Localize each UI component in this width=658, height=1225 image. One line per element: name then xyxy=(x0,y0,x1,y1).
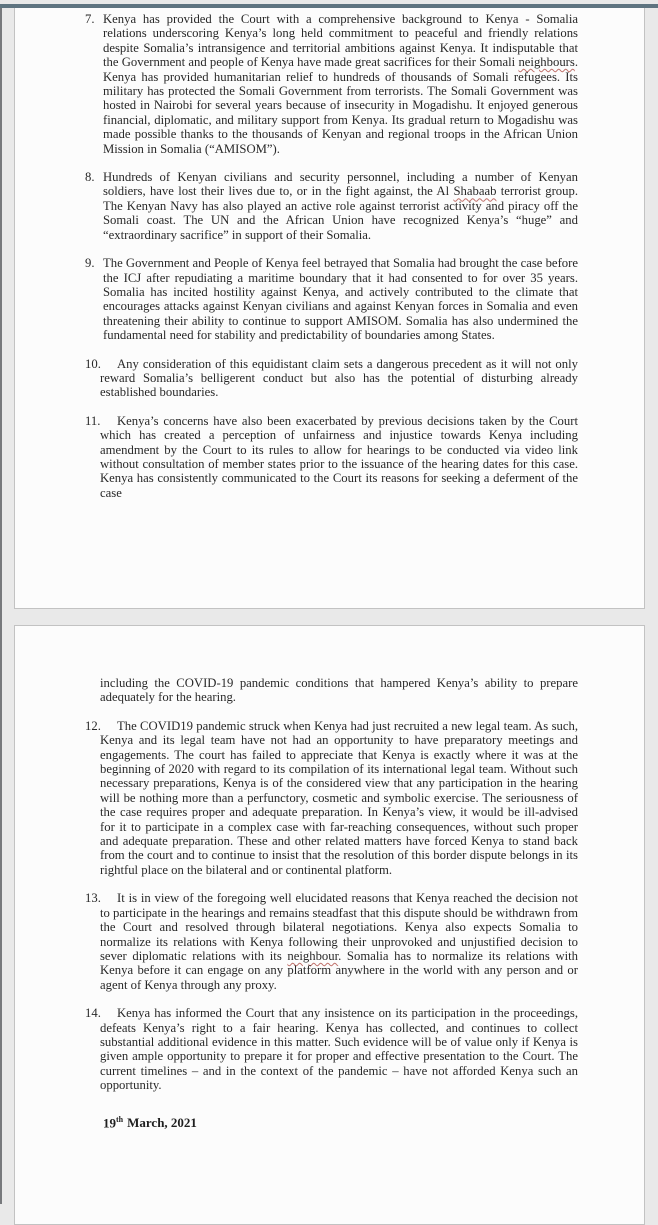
paragraph-number: 8. xyxy=(85,170,95,185)
text-segment: Hundreds of Kenyan civilians and security personnel, including a number of Kenyan soldiers, have lost their lives due to, or in the fight against, the Al xyxy=(103,170,578,199)
text-segment: . Somalia has to normalize its relations with Kenya before it can engage on any platform anywhere in the world with any person and or agent of Kenya through any proxy. xyxy=(100,948,578,992)
text-segment: Kenya has informed the Court that any insistence on its participation in the proceedings, defeats Kenya’s right to a fair hearing. Kenya has collected, and continues to collect substantial additional evidence in this matter. Such evidence will be of value only if Kenya is given ample opportunity to prepare it for proper and effective presentation to the Court. The current timelines – and in the context of the pandemic – have not afforded Kenya such an opportunity. xyxy=(100,1006,578,1093)
paragraph-number: 13. xyxy=(85,891,101,906)
left-edge-strip xyxy=(0,4,2,1204)
text-segment: Kenya’s concerns have also been exacerbated by previous decisions taken by the Court which has created a perception of unfairness and injustice towards Kenya including amendment by the Court to its rules to allow for hearings to be conducted via video link without consultation of member states prior to the issuance of the hearing dates for this case. Kenya has consistently communicated to the Court its reasons for seeking a deferment of the case xyxy=(100,413,578,500)
text-segment: The COVID19 pandemic struck when Kenya had just recruited a new legal team. As such, Kenya and its legal team have not had an opportunity to have preparatory meetings and engagements. The court has failed to appreciate that Kenya is exactly where it was at the beginning of 2020 with regard to its compilation of its international legal team. Without such necessary preparations, Kenya is of the considered view that any participation in the hearing will be nothing more than a perfunctory, cosmetic and symbolic exercise. The seriousness of the case requires proper and adequate preparation. In Kenya’s view, it would be ill-advised for it to participate in a complex case with far-reaching consequences, without such proper and adequate preparation. These and other related matters have forced Kenya to stand back from the court and to continue to insist that the resolution of this border dispute belongs in its rightful place on the bilateral and or continental platform. xyxy=(100,718,578,877)
date-day: 19 xyxy=(103,1114,116,1130)
paragraph-number: 12. xyxy=(85,718,101,733)
date-ordinal: th xyxy=(116,1114,124,1124)
paragraph-number: 14. xyxy=(85,1006,101,1021)
text-segment: Kenya has provided the Court with a comprehensive background to Kenya - Somalia relations underscoring Kenya’s long held commitment to peaceful and friendly relations despite Somalia’s intransigence and territorial ambitions against Kenya. It indisputable that the Government and people of Kenya have made great sacrifices for their Somali xyxy=(103,12,578,70)
date-rest: March, 2021 xyxy=(127,1114,197,1130)
misspelled-word: neighbours xyxy=(518,55,575,70)
text-segment: including the COVID-19 pandemic conditions that hampered Kenya’s ability to prepare adequately for the hearing. xyxy=(100,676,578,705)
paragraph-7 xyxy=(85,12,578,156)
document-page-1 xyxy=(14,4,645,609)
paragraph-13 xyxy=(85,891,578,992)
paragraph-11 xyxy=(85,413,578,500)
text-segment: terrorist group. The Kenyan Navy has also played an active role against terrorist activity and piracy off the Somali coast. The UN and the African Union have recognized Kenya’s “huge” and “extraordinary sacrifice” in support of their Somalia. xyxy=(103,184,578,242)
paragraph-9 xyxy=(85,256,578,343)
text-segment: It is in view of the foregoing well elucidated reasons that Kenya reached the decision not to participate in the hearings and remains steadfast that this dispute should be withdrawn from the Court and resolved through bilateral negotiations. Kenya also expects Somalia to normalize its relations with Kenya following their unprovoked and unjustified decision to sever diplomatic relations with its xyxy=(100,891,578,963)
paragraph-number: 10. xyxy=(85,356,101,371)
paragraph-14 xyxy=(85,1006,578,1093)
paragraph-number: 7. xyxy=(85,12,95,26)
text-segment: . Kenya has provided humanitarian relief to hundreds of thousands of Somali refugees. Its military has protected the Somali Government from terrorists. The Somali Government was hosted in Nairobi for several years because of insecurity in Mogadishu. It enjoyed generous financial, diplomatic, and military support from Kenya. Its gradual return to Mogadishu was made possible thanks to the thousands of Kenyan and regional troops in the African Union Mission in Somalia (“AMISOM”). xyxy=(103,55,578,156)
document-viewer xyxy=(14,4,645,1225)
misspelled-word: neighbour xyxy=(287,948,339,963)
paragraph-continuation xyxy=(100,676,578,705)
misspelled-word: Shabaab xyxy=(453,184,497,199)
text-segment: Any consideration of this equidistant claim sets a dangerous precedent as it will not only reward Somalia’s belligerent conduct but also has the potential of disturbing already established boundaries. xyxy=(100,356,578,400)
text-segment: The Government and People of Kenya feel betrayed that Somalia had brought the case before the ICJ after repudiating a maritime boundary that it had consented to for over 35 years. Somalia has incited hostility against Kenya, and actively contributed to the climate that encourages attacks against Kenyan civilians and against Kenyan forces in Somalia and even threatening their ability to continue to support AMISOM. Somalia has also undermined the fundamental need for stability and predictability of boundaries among States. xyxy=(103,256,578,343)
paragraph-number: 11. xyxy=(85,413,101,428)
paragraph-8 xyxy=(85,170,578,242)
window-top-bar xyxy=(0,4,658,8)
page-2-paragraphs xyxy=(85,676,578,1093)
paragraph-number: 9. xyxy=(85,256,95,271)
document-date xyxy=(103,1115,578,1131)
paragraph-10 xyxy=(85,356,578,400)
paragraph-12 xyxy=(85,718,578,877)
document-page-2 xyxy=(14,625,645,1225)
